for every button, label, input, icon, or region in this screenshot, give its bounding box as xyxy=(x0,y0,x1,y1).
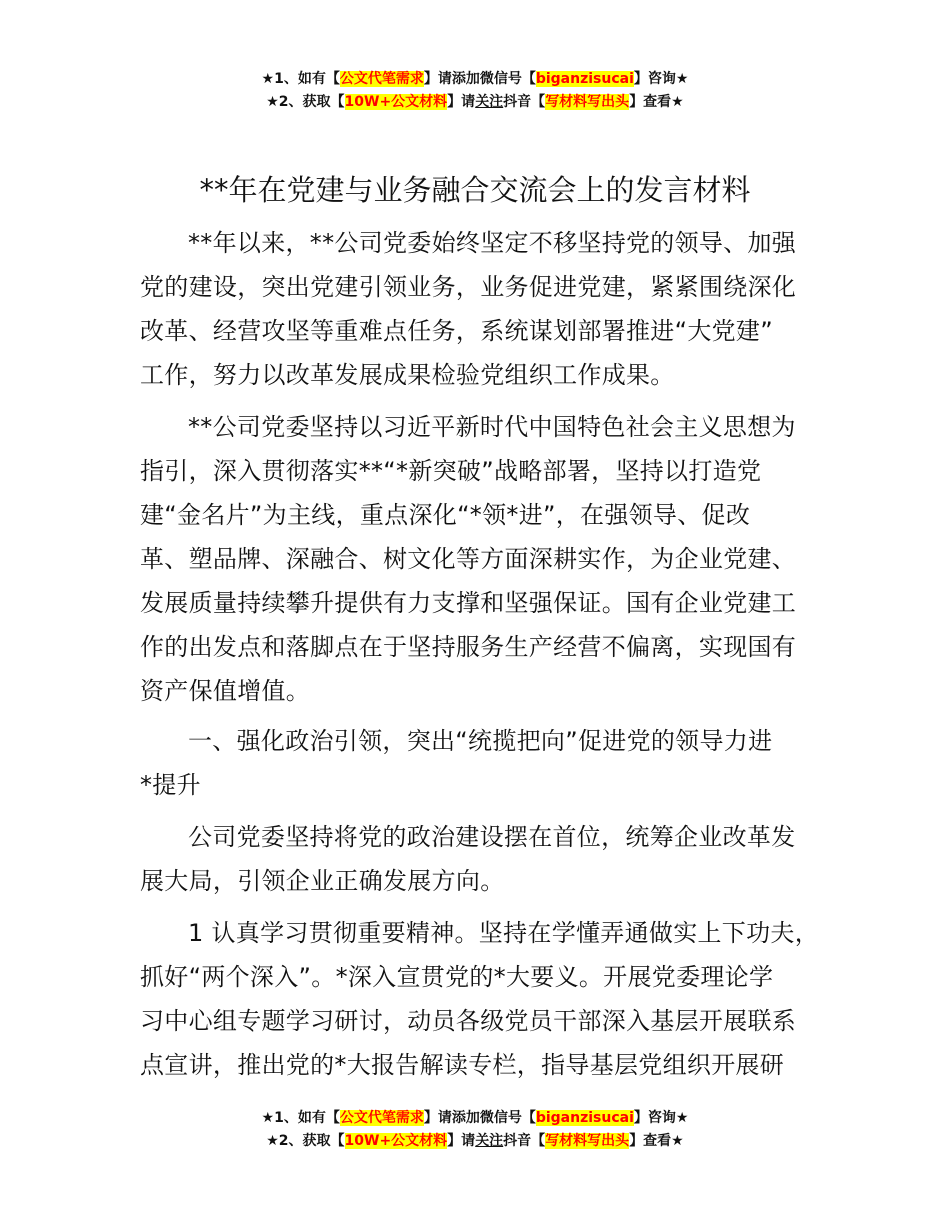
highlight-text: 10W+公文材料 xyxy=(344,1133,448,1149)
footer-promo-banner xyxy=(0,1107,950,1153)
highlight-text: 写材料写出头 xyxy=(545,94,630,110)
header-promo-line-1: ★1、如有【公文代笔需求】请添加微信号【biganzisucai】咨询★ xyxy=(261,71,689,87)
document-title: **年在党建与业务融合交流会上的发言材料 xyxy=(199,173,751,207)
section-heading-1: 一、强化政治引领，突出“统揽把向”促进党的领导力进 *提升 xyxy=(140,727,773,799)
footer-promo-line-1: ★1、如有【公文代笔需求】请添加微信号【biganzisucai】咨询★ xyxy=(261,1110,689,1126)
highlight-text: 10W+公文材料 xyxy=(344,94,448,110)
paragraph-3: 公司党委坚持将党的政治建设摆在首位，统筹企业改革发 展大局，引领企业正确发展方向。 xyxy=(140,823,796,895)
header-promo-banner xyxy=(0,68,950,114)
paragraph-1: **年以来，**公司党委始终坚定不移坚持党的领导、加强 党的建设，突出党建引领业务，业务促进党建，紧紧围绕深化 改革、经营攻坚等重难点任务，系统谋划部署推进“大党建” 工作，努力以改革发展成果检验党组织工作成果。 xyxy=(140,229,797,389)
wechat-id-highlight: biganzisucai xyxy=(535,1110,634,1126)
footer-promo-line-2: ★2、获取【10W+公文材料】请关注抖音【写材料写出头】查看★ xyxy=(266,1133,684,1149)
wechat-id-highlight: biganzisucai xyxy=(535,71,634,87)
highlight-text: 写材料写出头 xyxy=(545,1133,630,1149)
paragraph-2: **公司党委坚持以习近平新时代中国特色社会主义思想为 指引，深入贯彻落实**“*新突破”战略部署，坚持以打造党 建“金名片”为主线，重点深化“*领*进”，在强领导、促改 革、塑品牌、深融合、树文化等方面深耕实作，为企业党建、 发展质量持续攀升提供有力支撑和坚强保证。国有企业党建工 作的出发点和落脚点在于坚持服务生产经营不偏离，实现国有 资产保值增值。 xyxy=(140,413,797,705)
header-promo-line-2: ★2、获取【10W+公文材料】请关注抖音【写材料写出头】查看★ xyxy=(266,94,684,110)
underlined-text: 关注 xyxy=(475,94,504,110)
highlight-text: 公文代笔需求 xyxy=(339,71,424,87)
underlined-text: 关注 xyxy=(475,1133,504,1149)
paragraph-4: 1 认真学习贯彻重要精神。坚持在学懂弄通做实上下功夫， 抓好“两个深入”。*深入宣贯党的*大要义。开展党委理论学 习中心组专题学习研讨，动员各级党员干部深入基层开展联系 点宣讲，推出党的*大报告解读专栏，指导基层党组织开展研 xyxy=(140,919,819,1079)
highlight-text: 公文代笔需求 xyxy=(339,1110,424,1126)
